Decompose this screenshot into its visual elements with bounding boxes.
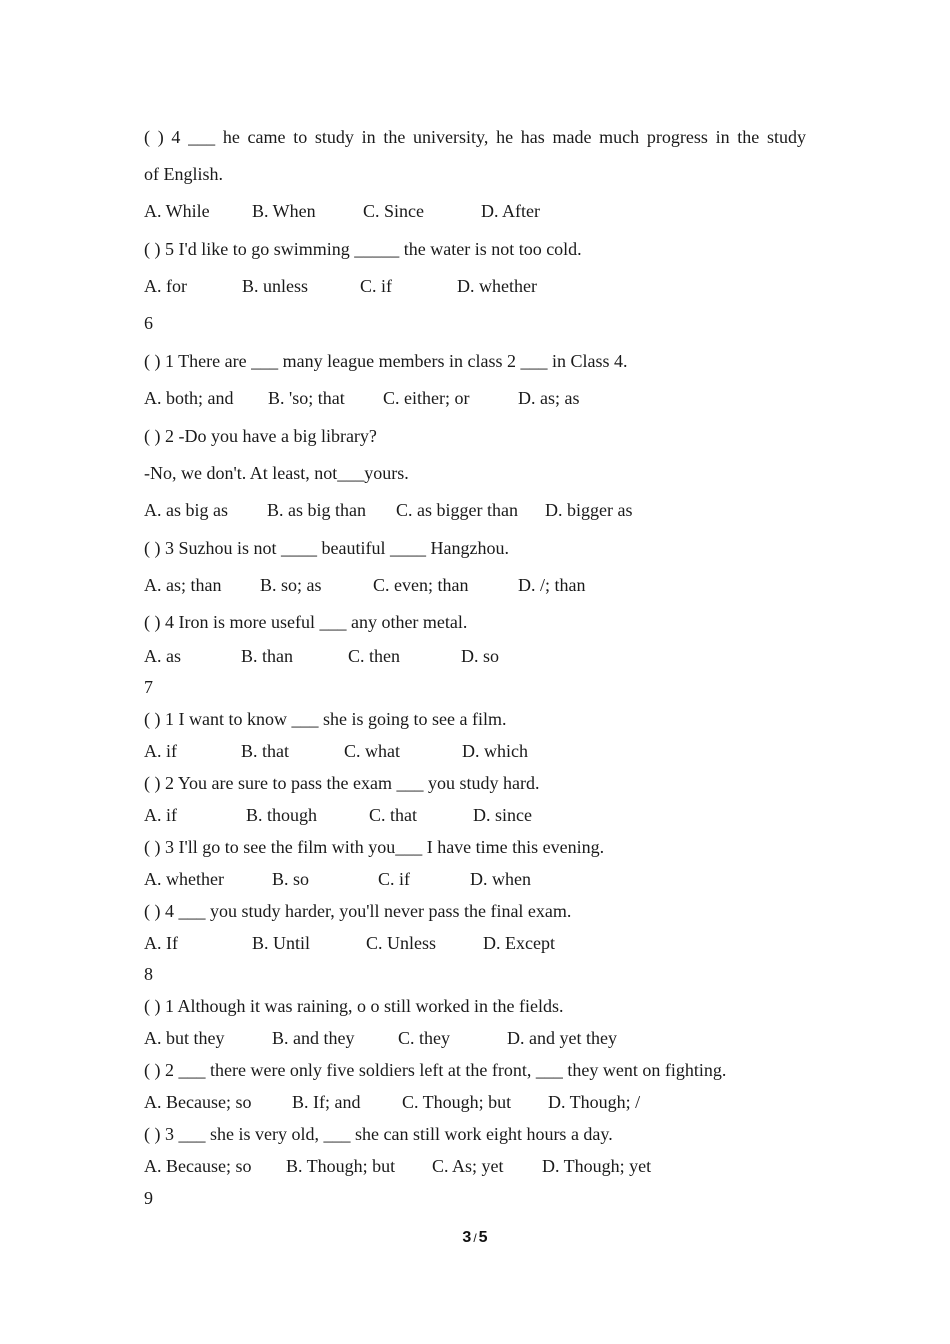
option-b: B. so <box>272 869 310 889</box>
option-b: B. When <box>252 201 316 221</box>
total-pages: 5 <box>478 1229 488 1246</box>
option-d: D. so <box>461 646 500 666</box>
question-text: ( ) 2 ___ there were only five soldiers left at the front, ___ they went on fighting. <box>144 1060 727 1080</box>
option-b: B. as big than <box>267 500 366 520</box>
option-c: C. that <box>369 805 417 825</box>
question-text: ( ) 4 ___ he came to study in the university, he has made much progress in the study <box>144 127 806 147</box>
option-d: D. /; than <box>518 575 586 595</box>
question-text: ( ) 3 I'll go to see the film with you___ I have time this evening. <box>144 837 605 857</box>
option-a: A. whether <box>144 869 224 889</box>
option-a: A. as; than <box>144 575 222 595</box>
option-b: B. If; and <box>292 1092 361 1112</box>
question-text: -No, we don't. At least, not___yours. <box>144 463 409 483</box>
option-c: C. As; yet <box>432 1156 504 1176</box>
option-d: D. since <box>473 805 532 825</box>
option-c: C. what <box>344 741 400 761</box>
option-c: C. if <box>360 276 393 296</box>
question-text: ( ) 2 -Do you have a big library? <box>144 426 377 446</box>
option-d: D. Except <box>483 933 555 953</box>
section-number: 7 <box>144 677 153 697</box>
option-a: A. both; and <box>144 388 234 408</box>
question-text: ( ) 3 Suzhou is not ____ beautiful ____ Hangzhou. <box>144 538 509 558</box>
page-separator: / <box>473 1231 477 1245</box>
option-c: C. even; than <box>373 575 469 595</box>
question-text: ( ) 1 There are ___ many league members in class 2 ___ in Class 4. <box>144 351 628 371</box>
option-a: A. as <box>144 646 181 666</box>
option-d: D. Though; yet <box>542 1156 652 1176</box>
option-d: D. whether <box>457 276 537 296</box>
current-page: 3 <box>462 1229 472 1246</box>
option-d: D. Though; / <box>548 1092 641 1112</box>
option-d: D. and yet they <box>507 1028 617 1048</box>
question-text: ( ) 3 ___ she is very old, ___ she can still work eight hours a day. <box>144 1124 613 1144</box>
question-text: ( ) 4 ___ you study harder, you'll never pass the final exam. <box>144 901 572 921</box>
question-text: ( ) 5 I'd like to go swimming _____ the water is not too cold. <box>144 239 582 259</box>
option-b: B. that <box>241 741 289 761</box>
option-b: B. unless <box>242 276 309 296</box>
option-a: A. Because; so <box>144 1092 252 1112</box>
option-a: A. as big as <box>144 500 228 520</box>
option-a: A. if <box>144 741 177 761</box>
option-a: A. but they <box>144 1028 225 1048</box>
option-c: C. if <box>378 869 411 889</box>
question-text: ( ) 1 I want to know ___ she is going to see a film. <box>144 709 507 729</box>
option-d: D. as; as <box>518 388 580 408</box>
option-c: C. they <box>398 1028 450 1048</box>
option-b: B. Until <box>252 933 311 953</box>
option-b: B. than <box>241 646 293 666</box>
question-text: ( ) 1 Although it was raining, o o still worked in the fields. <box>144 996 564 1016</box>
section-number: 6 <box>144 313 153 333</box>
option-c: C. Though; but <box>402 1092 512 1112</box>
option-c: C. Unless <box>366 933 437 953</box>
option-a: A. for <box>144 276 187 296</box>
option-a: A. While <box>144 201 210 221</box>
option-a: A. If <box>144 933 178 953</box>
option-b: B. 'so; that <box>268 388 345 408</box>
question-text: ( ) 4 Iron is more useful ___ any other metal. <box>144 612 468 632</box>
option-c: C. either; or <box>383 388 470 408</box>
option-b: B. though <box>246 805 318 825</box>
option-d: D. which <box>462 741 528 761</box>
option-c: C. Since <box>363 201 424 221</box>
option-d: D. After <box>481 201 540 221</box>
option-b: B. so; as <box>260 575 322 595</box>
question-text: of English. <box>144 164 223 184</box>
option-b: B. and they <box>272 1028 355 1048</box>
option-d: D. bigger as <box>545 500 633 520</box>
option-b: B. Though; but <box>286 1156 396 1176</box>
option-d: D. when <box>470 869 531 889</box>
option-a: A. Because; so <box>144 1156 252 1176</box>
option-c: C. then <box>348 646 400 666</box>
option-a: A. if <box>144 805 177 825</box>
option-c: C. as bigger than <box>396 500 518 520</box>
question-text: ( ) 2 You are sure to pass the exam ___ you study hard. <box>144 773 540 793</box>
section-number: 9 <box>144 1188 153 1208</box>
page-footer <box>0 1229 950 1247</box>
section-number: 8 <box>144 964 153 984</box>
